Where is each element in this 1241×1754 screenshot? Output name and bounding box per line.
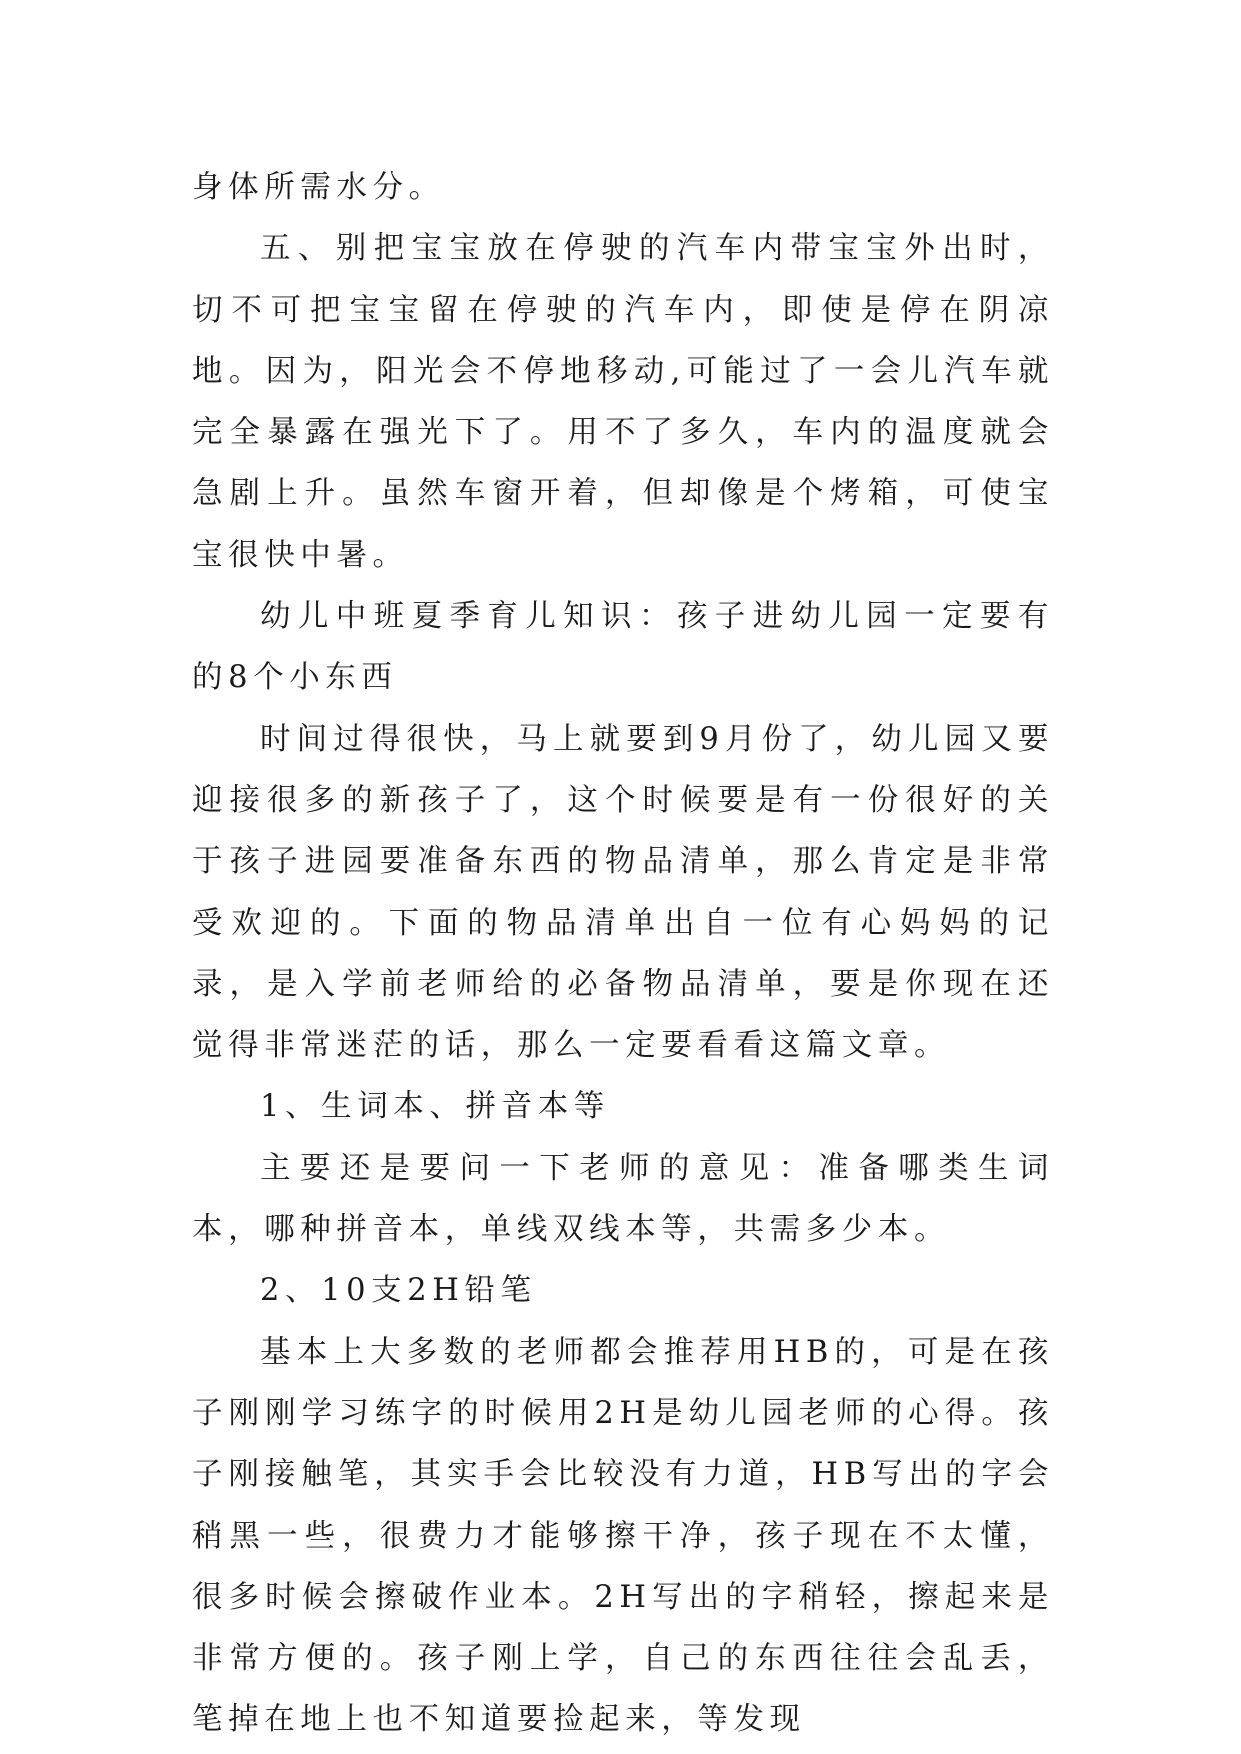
list-item-body-1: 主要还是要问一下老师的意见：准备哪类生词本，哪种拼音本，单线双线本等，共需多少本。 xyxy=(192,1150,1054,1248)
list-item-body-2: 基本上大多数的老师都会推荐用HB的，可是在孩子刚刚学习练字的时候用2H是幼儿园老师的心得。孩子刚接触笔，其实手会比较没有力道，HB写出的字会稍黑一些，很费力才能够擦干净，孩子现在不太懂，很多时候会擦破作业本。2H写出的字稍轻，擦起来是非常方便的。孩子刚上学，自己的东西往往会乱丢，笔掉在地上也不知道要捡起来，等发现 xyxy=(192,1334,1054,1738)
paragraph-intro: 时间过得很快，马上就要到9月份了，幼儿园又要迎接很多的新孩子了，这个时候要是有一份很好的关于孩子进园要准备东西的物品清单，那么肯定是非常受欢迎的。下面的物品清单出自一位有心妈妈的记录，是入学前老师给的必备物品清单，要是你现在还觉得非常迷茫的话，那么一定要看看这篇文章。 xyxy=(192,721,1054,1064)
paragraph-2: 五、别把宝宝放在停驶的汽车内带宝宝外出时，切不可把宝宝留在停驶的汽车内，即使是停在阴凉地。因为，阳光会不停地移动,可能过了一会儿汽车就完全暴露在强光下了。用不了多久，车内的温度就会急剧上升。虽然车窗开着，但却像是个烤箱，可使宝宝很快中暑。 xyxy=(192,231,1054,573)
document-body xyxy=(192,157,1054,1751)
section-heading: 幼儿中班夏季育儿知识：孩子进幼儿园一定要有的8个小东西 xyxy=(192,599,1054,696)
list-item-heading-1: 1、生词本、拼音本等 xyxy=(260,1089,610,1125)
paragraph-1: 身体所需水分。 xyxy=(192,170,445,205)
list-item-heading-2: 2、10支2H铅笔 xyxy=(260,1273,537,1309)
